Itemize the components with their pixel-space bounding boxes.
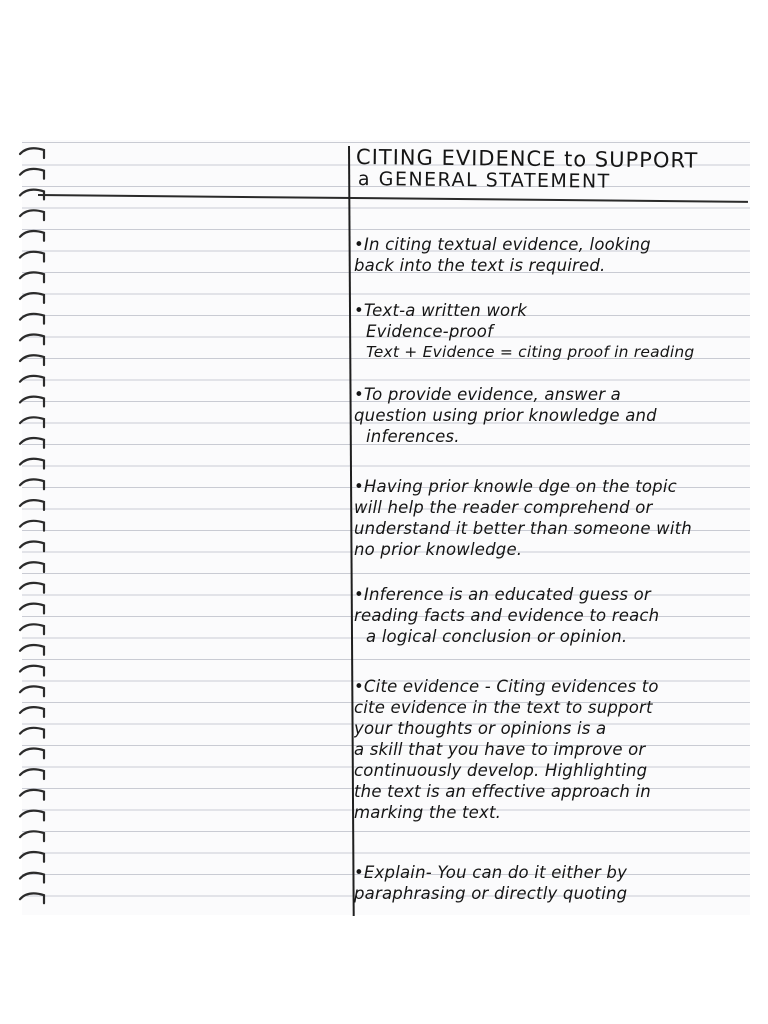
spiral-ring <box>20 293 44 303</box>
note-line: •Explain- You can do it either by <box>354 863 628 882</box>
spiral-ring <box>20 583 44 593</box>
note-line: •Cite evidence - Citing evidences to <box>354 677 659 696</box>
spiral-ring <box>20 169 44 179</box>
spiral-ring <box>20 769 44 779</box>
spiral-ring <box>20 376 44 386</box>
spiral-ring <box>20 272 44 282</box>
spiral-ring <box>20 831 44 841</box>
spiral-ring <box>20 604 44 614</box>
note-line: paraphrasing or directly quoting <box>354 884 628 903</box>
spiral-ring <box>20 210 44 220</box>
note-line: inferences. <box>366 427 460 446</box>
spiral-ring <box>20 790 44 800</box>
spiral-binding <box>18 140 52 920</box>
note-line: continuously develop. Highlighting <box>354 761 648 780</box>
spiral-ring <box>20 335 44 345</box>
title-line-1: CITING EVIDENCE to SUPPORT <box>355 145 699 173</box>
spiral-ring <box>20 728 44 738</box>
note-line: marking the text. <box>354 803 502 822</box>
spiral-ring <box>20 252 44 262</box>
note-line: •Having prior knowle dge on the topic <box>354 477 677 496</box>
note-line: a skill that you have to improve or <box>354 740 646 759</box>
note-line: •To provide evidence, answer a <box>354 385 621 404</box>
note-line: cite evidence in the text to support <box>354 698 653 717</box>
title-line-2: a GENERAL STATEMENT <box>357 168 611 193</box>
spiral-ring <box>20 500 44 510</box>
note-line: a logical conclusion or opinion. <box>366 627 628 646</box>
spiral-ring <box>20 438 44 448</box>
page-title <box>355 145 748 193</box>
spiral-ring <box>20 873 44 883</box>
spiral-ring <box>20 893 44 903</box>
note-line: •Text-a written work <box>354 301 528 320</box>
note-line: Evidence-proof <box>366 322 494 341</box>
spiral-ring <box>20 314 44 324</box>
spiral-ring <box>20 542 44 552</box>
spiral-ring <box>20 562 44 572</box>
spiral-ring <box>20 521 44 531</box>
spiral-ring <box>20 355 44 365</box>
note-text-definition <box>354 300 746 363</box>
note-line: the text is an effective approach in <box>354 782 651 801</box>
spiral-ring <box>20 148 44 158</box>
note-line: •In citing textual evidence, looking <box>354 235 651 254</box>
note-line: your thoughts or opinions is a <box>354 719 607 738</box>
spiral-ring <box>20 645 44 655</box>
spiral-ring <box>20 811 44 821</box>
note-inference <box>354 584 746 647</box>
note-line: question using prior knowledge and <box>354 406 657 425</box>
spiral-ring <box>20 686 44 696</box>
note-cite-evidence <box>354 676 746 823</box>
spiral-ring <box>20 397 44 407</box>
note-line: no prior knowledge. <box>354 540 523 559</box>
spiral-ring <box>20 459 44 469</box>
spiral-ring <box>20 479 44 489</box>
spiral-ring <box>20 231 44 241</box>
note-line: back into the text is required. <box>354 256 606 275</box>
note-citing-textual-evidence <box>354 234 746 276</box>
spiral-ring <box>20 624 44 634</box>
note-line: •Inference is an educated guess or <box>354 585 651 604</box>
spiral-ring <box>20 707 44 717</box>
note-line: will help the reader comprehend or <box>354 498 653 517</box>
note-prior-knowledge <box>354 476 746 560</box>
spiral-ring <box>20 852 44 862</box>
note-line: Text + Evidence = citing proof in reading <box>366 343 695 361</box>
note-line: reading facts and evidence to reach <box>354 606 660 625</box>
spiral-ring <box>20 749 44 759</box>
note-line: understand it better than someone with <box>354 519 692 538</box>
spiral-ring <box>20 417 44 427</box>
note-provide-evidence <box>354 384 746 447</box>
note-explain <box>354 862 746 904</box>
spiral-ring <box>20 666 44 676</box>
